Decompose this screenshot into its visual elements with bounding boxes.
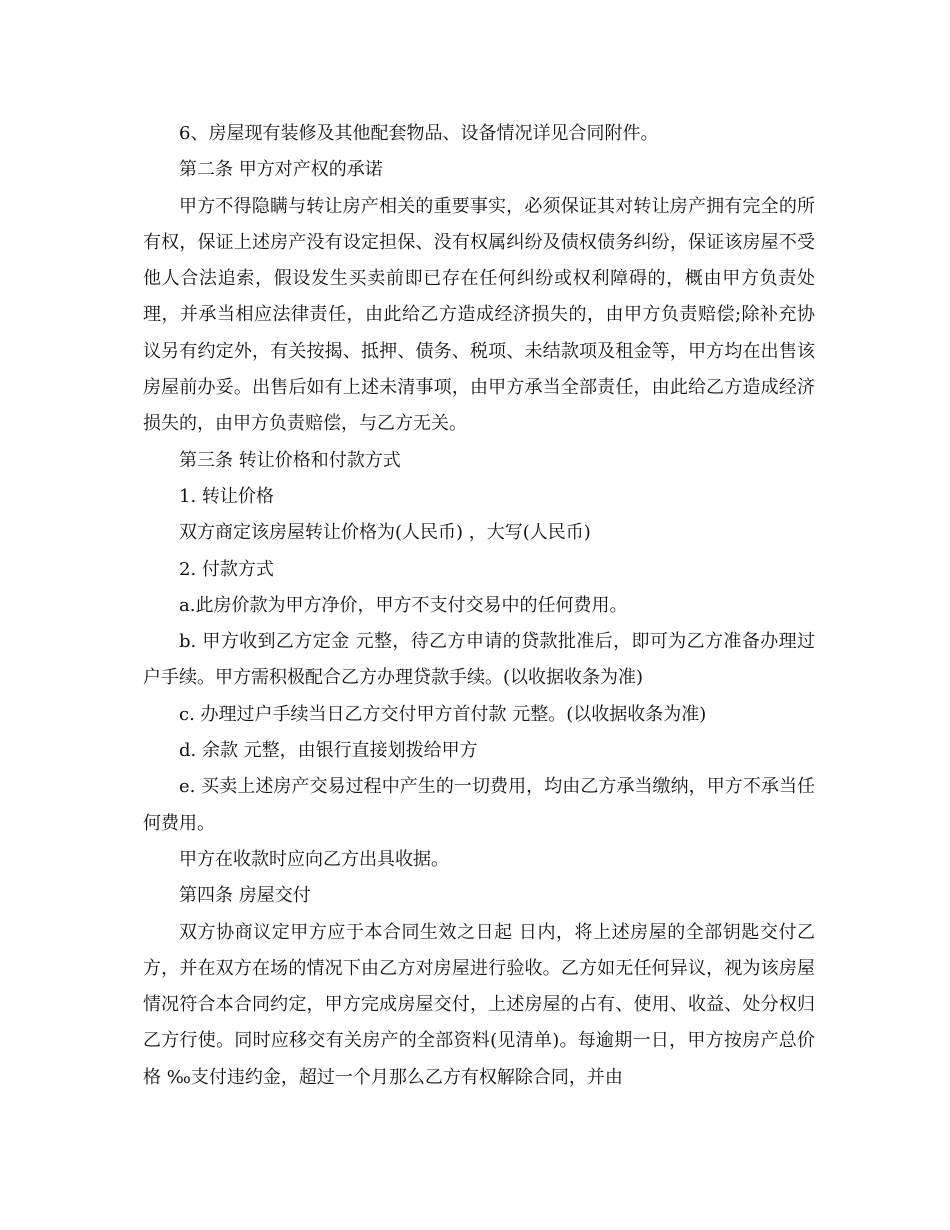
paragraph-payment-e: e. 买卖上述房产交易过程中产生的一切费用，均由乙方承当缴纳，甲方不承当任何费用。 — [143, 776, 815, 834]
document-body — [143, 116, 815, 1096]
heading-article-4: 第四条 房屋交付 — [179, 885, 311, 907]
subheading-payment-method: 2. 付款方式 — [179, 558, 274, 580]
paragraph-house-delivery: 双方协商议定甲方应于本合同生效之日起 日内，将上述房屋的全部钥匙交付乙方，并在双方在场的情况下由乙方对房屋进行验收。乙方如无任何异议，视为该房屋情况符合本合同约定，甲方完成房屋交付，上述房屋的占有、使用、收益、处分权归乙方行使。同时应移交有关房产的全部资料(见清单)。每逾期一日，甲方按房产总价格 ‰支付违约金，超过一个月那么乙方有权解除合同，并由 — [143, 921, 815, 1088]
paragraph-ownership-commitment: 甲方不得隐瞒与转让房产相关的重要事实，必须保证其对转让房产拥有完全的所有权，保证上述房产没有设定担保、没有权属纠纷及债权债务纠纷，保证该房屋不受他人合法追索，假设发生买卖前即已存在任何纠纷或权利障碍的，概由甲方负责处理，并承当相应法律责任，由此给乙方造成经济损失的，由甲方负责赔偿;除补充协议另有约定外，有关按揭、抵押、债务、税项、未结款项及租金等，甲方均在出售该房屋前办妥。出售后如有上述未清事项，由甲方承当全部责任，由此给乙方造成经济损失的，由甲方负责赔偿，与乙方无关。 — [143, 195, 815, 435]
paragraph-price-amount: 双方商定该房屋转让价格为(人民币) ，大写(人民币) — [179, 522, 591, 544]
paragraph-payment-b: b. 甲方收到乙方定金 元整，待乙方申请的贷款批准后，即可为乙方准备办理过户手续。甲方需积极配合乙方办理贷款手续。(以收据收条为准) — [143, 631, 815, 689]
paragraph-payment-c: c. 办理过户手续当日乙方交付甲方首付款 元整。(以收据收条为准) — [179, 703, 707, 725]
paragraph-payment-d: d. 余款 元整，由银行直接划拨给甲方 — [179, 740, 478, 762]
paragraph-receipt: 甲方在收款时应向乙方出具收据。 — [179, 848, 449, 870]
paragraph-payment-a: a.此房价款为甲方净价，甲方不支付交易中的任何费用。 — [179, 594, 628, 616]
subheading-transfer-price: 1. 转让价格 — [179, 485, 274, 507]
paragraph-decoration-items: 6、房屋现有装修及其他配套物品、设备情况详见合同附件。 — [179, 123, 659, 144]
heading-article-2: 第二条 甲方对产权的承诺 — [179, 159, 383, 181]
heading-article-3: 第三条 转让价格和付款方式 — [179, 449, 401, 471]
